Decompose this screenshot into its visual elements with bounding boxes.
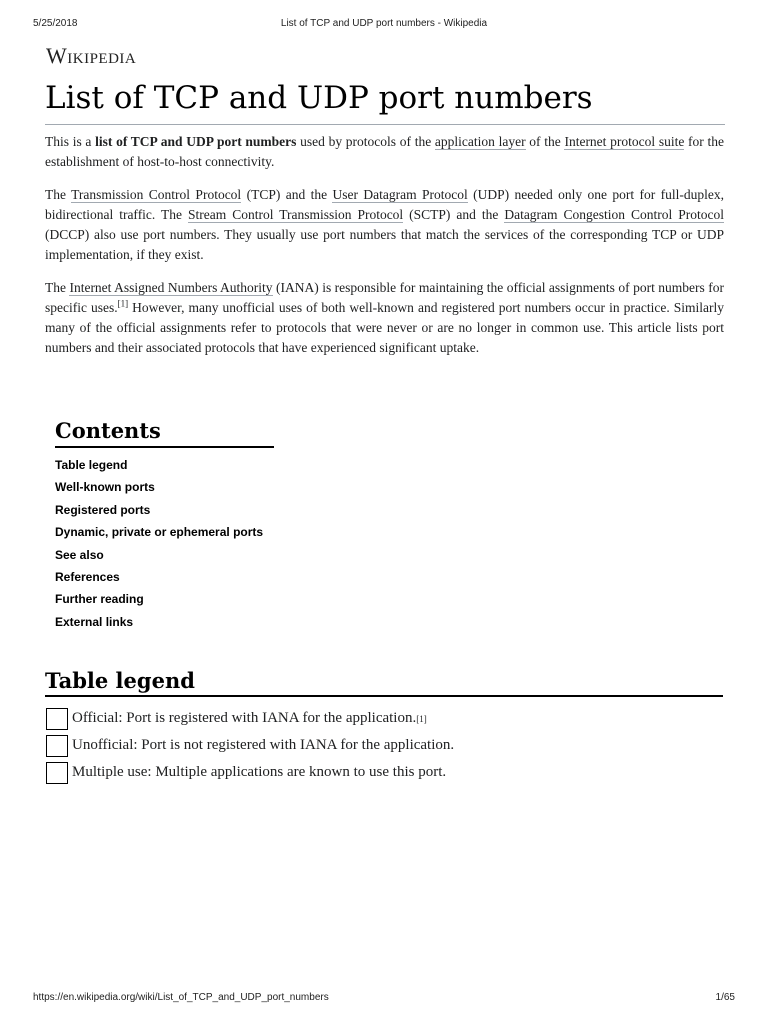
- legend-text: Unofficial: Port is not registered with IANA for the application.: [72, 737, 455, 753]
- toc-title: Contents: [55, 418, 274, 448]
- toc-item-registered-ports[interactable]: Registered ports: [55, 502, 151, 517]
- print-footer: [33, 992, 735, 1006]
- legend-row-official: Official: Port is registered with IANA for the application. [1]: [46, 705, 646, 732]
- text: for the establishment of host-to-host connectivity.: [45, 134, 724, 169]
- text: (DCCP) also use port numbers. They usually use port numbers that match the services of the corresponding TCP or UDP implementation, if they exist.: [45, 227, 724, 262]
- text: The: [45, 280, 70, 295]
- link-internet-protocol-suite[interactable]: Internet protocol suite: [564, 134, 685, 149]
- legend-text: Multiple use: Multiple applications are known to use this port.: [72, 764, 447, 780]
- table-legend: [46, 705, 646, 786]
- wikipedia-wordmark[interactable]: [46, 43, 136, 69]
- toc-item-external-links[interactable]: External links: [55, 614, 134, 629]
- link-iana[interactable]: Internet Assigned Numbers Authority: [69, 280, 273, 295]
- legend-swatch: [46, 762, 68, 784]
- legend-text: Official: Port is registered with IANA for the application.: [72, 710, 417, 726]
- print-date: 5/25/2018: [33, 18, 78, 29]
- wordmark-text: Wikipedia: [46, 43, 137, 68]
- bold-term: list of TCP and UDP port numbers: [95, 134, 297, 149]
- legend-swatch: [46, 708, 68, 730]
- intro-paragraph-3: [45, 278, 724, 358]
- text: However, many unofficial uses of both well-known and registered port numbers occur in practice. Similarly many of the official assignments refer to protocols that were never or are no longer in common use. This article lists port numbers and their associated protocols that have experienced significant uptake.: [45, 300, 724, 355]
- toc-item-further-reading[interactable]: Further reading: [55, 592, 144, 607]
- intro-paragraph-2: [45, 185, 724, 265]
- text: (UDP) needed only one port for full-duplex, bidirectional traffic. The: [45, 187, 724, 222]
- reference-link[interactable]: [1]: [117, 298, 129, 309]
- text: The: [45, 187, 72, 202]
- print-page-number: 1/65: [715, 992, 735, 1003]
- article-intro: [45, 132, 724, 371]
- print-url: https://en.wikipedia.org/wiki/List_of_TCP_and_UDP_port_numbers: [33, 992, 329, 1003]
- toc-item-see-also[interactable]: See also: [55, 547, 104, 562]
- legend-row-unofficial: [46, 732, 646, 759]
- text: (IANA) is responsible for maintaining the official assignments of port numbers for specific uses.: [45, 280, 724, 315]
- link-udp[interactable]: User Datagram Protocol: [332, 187, 468, 202]
- page-title: List of TCP and UDP port numbers: [45, 80, 725, 125]
- toc-list: [55, 454, 274, 633]
- print-page-title: List of TCP and UDP port numbers - Wikipedia: [280, 18, 488, 29]
- toc-item-well-known-ports[interactable]: Well-known ports: [55, 480, 155, 495]
- legend-swatch: [46, 735, 68, 757]
- section-heading-table-legend: Table legend: [45, 668, 723, 697]
- link-application-layer[interactable]: application layer: [434, 134, 526, 149]
- link-sctp[interactable]: Stream Control Transmission Protocol: [188, 207, 404, 222]
- intro-paragraph-1: [45, 132, 724, 172]
- text: used by protocols of the: [296, 134, 435, 149]
- toc-item-table-legend[interactable]: Table legend: [55, 458, 128, 472]
- text: of the: [525, 134, 565, 149]
- toc-item-dynamic-ports[interactable]: Dynamic, private or ephemeral ports: [55, 525, 264, 540]
- legend-row-multiple-use: [46, 759, 646, 786]
- text: (TCP) and the: [241, 187, 333, 202]
- link-dccp[interactable]: Datagram Congestion Control Protocol: [504, 207, 724, 222]
- link-tcp[interactable]: Transmission Control Protocol: [71, 187, 242, 202]
- table-of-contents: [55, 418, 274, 633]
- text: This is a: [45, 134, 96, 149]
- toc-item-references[interactable]: References: [55, 569, 120, 584]
- print-header: [33, 18, 735, 32]
- text: (SCTP) and the: [403, 207, 505, 222]
